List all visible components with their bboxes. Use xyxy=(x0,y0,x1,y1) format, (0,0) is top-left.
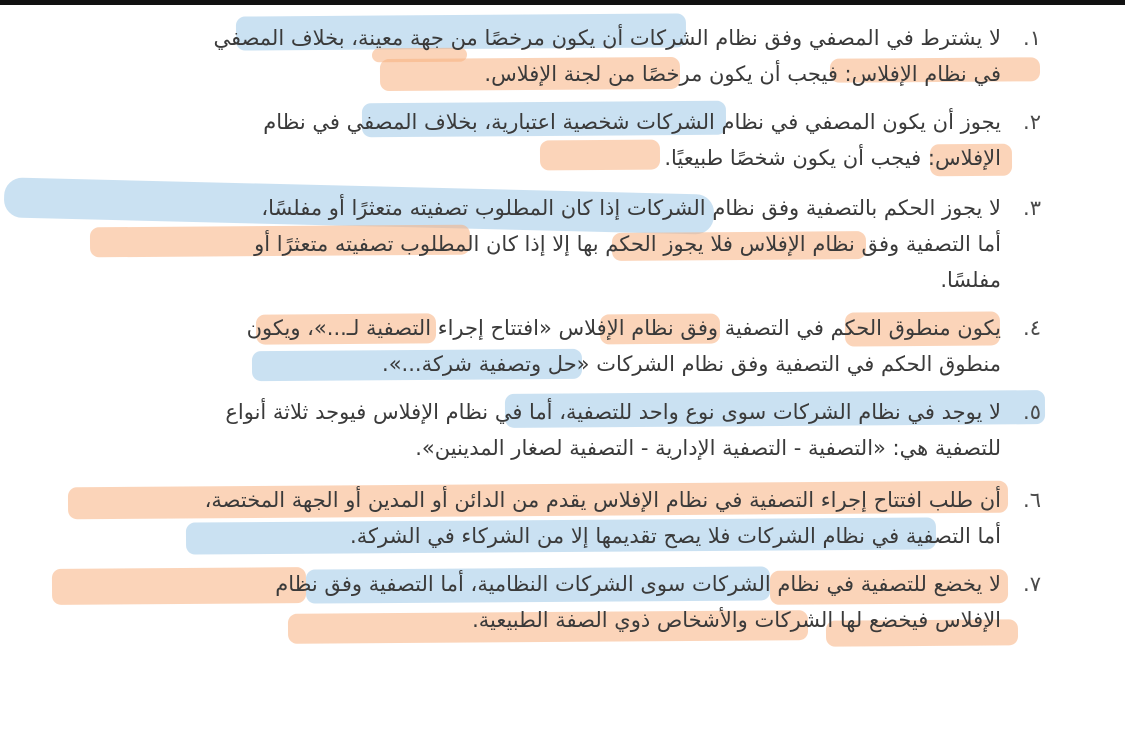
item-line: أن طلب افتتاح إجراء التصفية في نظام الإفلاس يقدم من الدائن أو المدين أو الجهة المختصة، xyxy=(204,488,1001,512)
item-line: لا يخضع للتصفية في نظام الشركات سوى الشركات النظامية، أما التصفية وفق نظام xyxy=(275,572,1001,596)
item-text xyxy=(41,566,1001,638)
item-text xyxy=(41,104,1001,176)
item-number: ٢. xyxy=(1023,110,1041,134)
item-line: أما التصفية وفق نظام الإفلاس فلا يجوز الحكم بها إلا إذا كان المطلوب تصفيته متعثرًا أو xyxy=(254,232,1001,256)
item-text xyxy=(41,482,1001,554)
item-line: الإفلاس: فيجب أن يكون شخصًا طبيعيًا. xyxy=(664,146,1001,170)
item-text xyxy=(41,20,1001,92)
item-line: الإفلاس فيخضع لها الشركات والأشخاص ذوي الصفة الطبيعية. xyxy=(472,608,1001,632)
item-number: ٥. xyxy=(1023,400,1041,424)
item-number: ٤. xyxy=(1023,316,1041,340)
item-line: لا يجوز الحكم بالتصفية وفق نظام الشركات إذا كان المطلوب تصفيته متعثرًا أو مفلسًا، xyxy=(261,196,1001,220)
item-line: لا يوجد في نظام الشركات سوى نوع واحد للتصفية، أما في نظام الإفلاس فيوجد ثلاثة أنواع xyxy=(225,400,1001,424)
item-number: ١. xyxy=(1023,26,1041,50)
item-line: أما التصفية في نظام الشركات فلا يصح تقديمها إلا من الشركاء في الشركة. xyxy=(350,524,1001,548)
item-line: يجوز أن يكون المصفي في نظام الشركات شخصية اعتبارية، بخلاف المصفي في نظام xyxy=(263,110,1001,134)
item-number: ٦. xyxy=(1023,488,1041,512)
item-number: ٣. xyxy=(1023,196,1041,220)
item-text xyxy=(41,394,1001,466)
item-line: لا يشترط في المصفي وفق نظام الشركات أن يكون مرخصًا من جهة معينة، بخلاف المصفي xyxy=(213,26,1001,50)
item-line: للتصفية هي: «التصفية - التصفية الإدارية - التصفية لصغار المدينين». xyxy=(415,436,1001,460)
item-text xyxy=(41,310,1001,382)
item-text xyxy=(41,190,1001,298)
item-number: ٧. xyxy=(1023,572,1041,596)
item-line: مفلسًا. xyxy=(940,268,1001,292)
item-line: منطوق الحكم في التصفية وفق نظام الشركات «حل وتصفية شركة...». xyxy=(382,352,1001,376)
item-line: في نظام الإفلاس: فيجب أن يكون مرخصًا من لجنة الإفلاس. xyxy=(484,62,1001,86)
item-line: يكون منطوق الحكم في التصفية وفق نظام الإفلاس «افتتاح إجراء التصفية لـ...»، ويكون xyxy=(246,316,1001,340)
